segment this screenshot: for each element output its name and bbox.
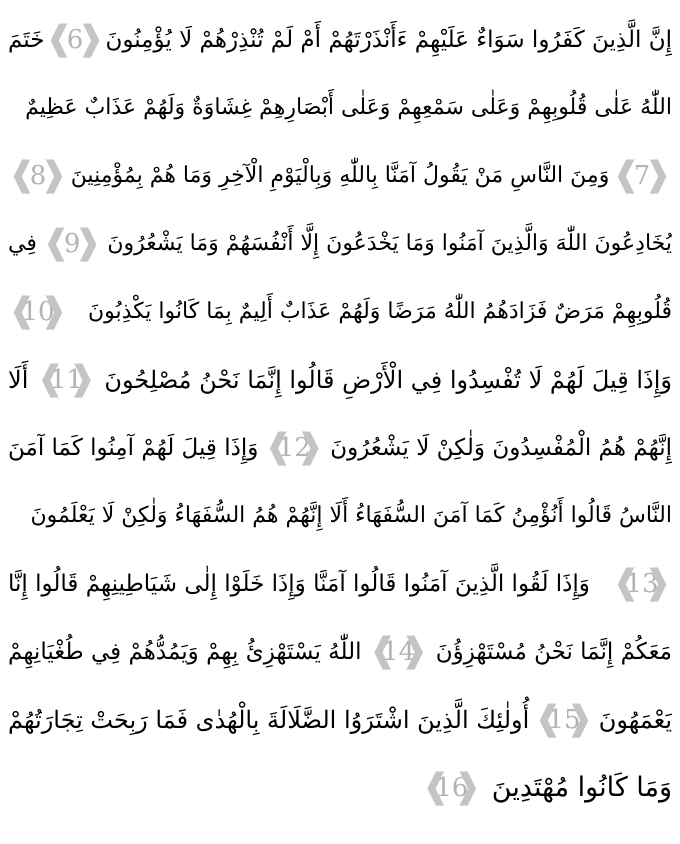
text-line-1 bbox=[8, 6, 672, 74]
verse-number-marker: ❰ 15 ❱ bbox=[534, 702, 594, 738]
verse-text: قُلُوبِهِمْ مَرَضٌ فَزَادَهُمُ اللّٰهُ مَرَضًا وَلَهُمْ عَذَابٌ أَلِيمٌ بِمَا كَانُوا يَكْذِبُونَ bbox=[87, 299, 672, 324]
verse-text: وَمِنَ النَّاسِ مَنْ يَقُولُ آمَنَّا بِاللّٰهِ وَبِالْيَوْمِ الْآخِرِ وَمَا هُمْ بِمُؤْمِنِينَ bbox=[70, 163, 610, 188]
text-line-9 bbox=[8, 550, 672, 618]
verse-number-marker: ❰ 10 ❱ bbox=[8, 294, 68, 330]
text-line-4 bbox=[8, 210, 672, 278]
text-line-6 bbox=[8, 346, 672, 414]
verse-text: وَمَا كَانُوا مُهْتَدِينَ bbox=[491, 772, 672, 803]
verse-number-marker: ❰ 11 ❱ bbox=[36, 362, 96, 398]
verse-text: فِي bbox=[8, 231, 37, 256]
text-line-3 bbox=[8, 142, 672, 210]
text-line-12 bbox=[8, 754, 672, 822]
verse-text: النَّاسُ قَالُوا أَنُؤْمِنُ كَمَا آمَنَ السُّفَهَاءُ أَلَا إِنَّهُمْ هُمُ السُّفَهَاءُ وَلٰكِنْ لَا يَعْلَمُونَ bbox=[30, 503, 672, 528]
verse-number-marker: ❰ 7 ❱ bbox=[612, 158, 672, 194]
verse-text: اللّٰهُ يَسْتَهْزِئُ بِهِمْ وَيَمُدُّهُمْ فِي طُغْيَانِهِمْ bbox=[8, 639, 362, 665]
verse-number-marker: ❰ 14 ❱ bbox=[369, 634, 429, 670]
verse-text: إِنَّهُمْ هُمُ الْمُفْسِدُونَ وَلٰكِنْ لَا يَشْعُرُونَ bbox=[330, 435, 672, 461]
text-line-2 bbox=[8, 74, 672, 142]
verse-text: وَإِذَا قِيلَ لَهُمْ آمِنُوا كَمَا آمَنَ bbox=[8, 435, 259, 461]
verse-text: يَعْمَهُونَ bbox=[598, 706, 672, 734]
verse-text: وَإِذَا لَقُوا الَّذِينَ آمَنُوا قَالُوا آمَنَّا وَإِذَا خَلَوْا إِلٰى شَيَاطِينِهِمْ قَالُوا إِنَّا bbox=[8, 571, 590, 597]
text-line-10 bbox=[8, 618, 672, 686]
verse-text: يُخَادِعُونَ اللّٰهَ وَالَّذِينَ آمَنُوا وَمَا يَخْدَعُونَ إِلَّا أَنْفُسَهُمْ وَمَا يَشْعُرُونَ bbox=[107, 231, 672, 256]
verse-number-marker: ❰ 13 ❱ bbox=[612, 566, 672, 602]
verse-text: أُولٰئِكَ الَّذِينَ اشْتَرَوُا الضَّلَالَةَ بِالْهُدٰى فَمَا رَبِحَتْ تِجَارَتُهُمْ bbox=[8, 706, 530, 734]
verse-number-marker: ❰ 9 ❱ bbox=[42, 226, 102, 262]
verse-text: وَإِذَا قِيلَ لَهُمْ لَا تُفْسِدُوا فِي الْأَرْضِ قَالُوا إِنَّمَا نَحْنُ مُصْلِحُونَ bbox=[104, 366, 672, 394]
verse-number-marker: ❰ 16 ❱ bbox=[422, 770, 482, 806]
verse-number-marker: ❰ 12 ❱ bbox=[264, 430, 324, 466]
text-line-8 bbox=[8, 482, 672, 550]
verse-text: مَعَكُمْ إِنَّمَا نَحْنُ مُسْتَهْزِؤُنَ bbox=[435, 639, 672, 665]
text-line-11 bbox=[8, 686, 672, 754]
text-line-7 bbox=[8, 414, 672, 482]
verse-text: إِنَّ الَّذِينَ كَفَرُوا سَوَاءٌ عَلَيْهِمْ ءَأَنْذَرْتَهُمْ أَمْ لَمْ تُنْذِرْهُمْ لَا يُؤْمِنُونَ bbox=[105, 27, 672, 53]
verse-text: اللّٰهُ عَلٰى قُلُوبِهِمْ وَعَلٰى سَمْعِهِمْ وَعَلٰى أَبْصَارِهِمْ غِشَاوَةٌ وَلَهُمْ عَذَابٌ عَظِيمٌ bbox=[25, 95, 672, 120]
verse-text: خَتَمَ bbox=[8, 27, 45, 53]
verse-text: أَلَا bbox=[8, 366, 29, 394]
verse-number-marker: ❰ 8 ❱ bbox=[8, 158, 68, 194]
text-line-5 bbox=[8, 278, 672, 346]
verse-number-marker: ❰ 6 ❱ bbox=[45, 22, 105, 58]
